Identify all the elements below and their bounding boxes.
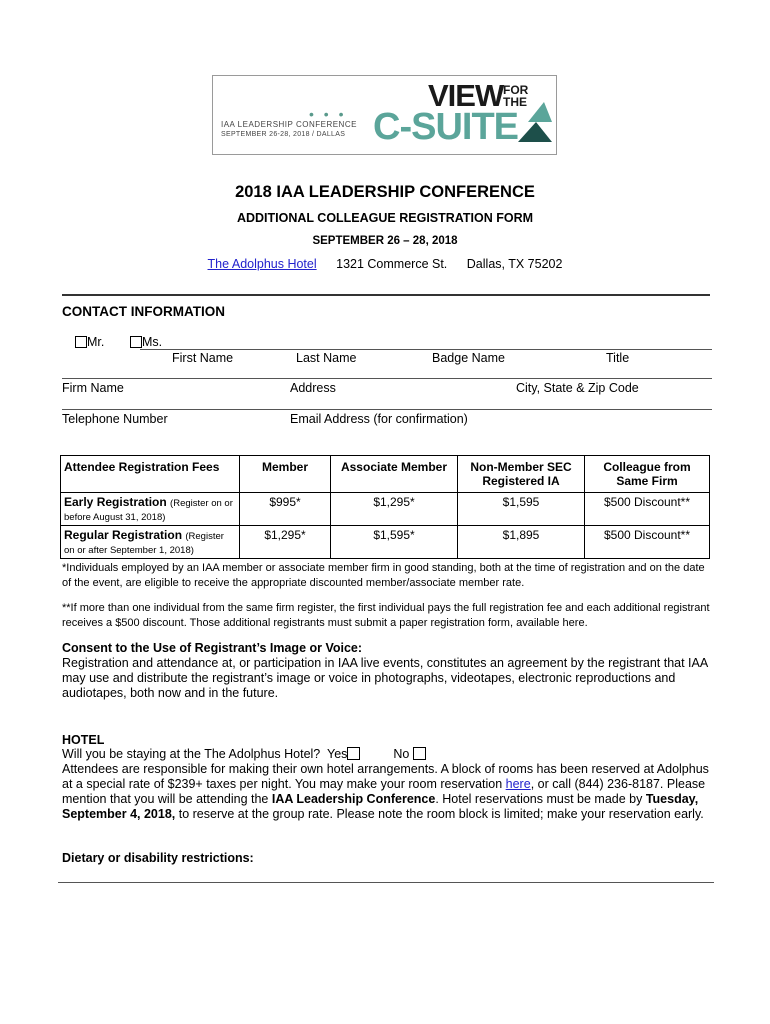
city-state-zip-label: City, State & Zip Code [516,381,639,395]
banner-line1: IAA LEADERSHIP CONFERENCE [221,120,357,129]
fee-cell: $1,295* [331,493,458,526]
fee-cell: $500 Discount** [585,526,710,559]
firm-line[interactable] [62,378,712,379]
fees-row-early [61,493,710,526]
fee-cell: $1,295* [240,526,331,559]
title-label: Title [606,351,630,365]
fee-cell: $500 Discount** [585,493,710,526]
hotel-text [62,762,710,822]
section-divider [62,294,710,296]
early-registration-label [61,493,240,526]
consent-text: Registration and attendance at, or participation in IAA live events, constitutes an agreement by the registrant that IAA may use and distribute the registrant’s image or voice in photographs, videotapes, electronic reproductions and audiotapes, both now and in the future. [62,656,708,700]
hotel-text-d: to reserve at the group rate. Please note the room block is limited; make your reservation early. [175,807,704,821]
fees-header-cell: Non-Member SEC Registered IA [458,456,585,493]
firm-name-label: Firm Name [62,381,124,395]
hotel-question-line [62,747,710,762]
hotel-reservation-link[interactable]: here [505,777,531,791]
fee-cell: $1,595* [331,526,458,559]
ms-label: Ms. [142,335,163,349]
mr-option[interactable] [75,335,104,349]
address-label: Address [290,381,336,395]
regular-label: Regular Registration [64,528,183,542]
ms-checkbox[interactable] [130,336,142,348]
hotel-no-label: No [393,747,410,761]
venue-link[interactable]: The Adolphus Hotel [207,257,317,271]
logo-forthe: FOR THE [503,83,529,109]
telephone-label: Telephone Number [62,412,168,426]
banner-dots: • • • [309,106,347,122]
first-name-label: First Name [172,351,234,365]
phone-line[interactable] [62,409,712,410]
member-rate-note: *Individuals employed by an IAA member or associate member firm in good standing, both at the time of registration and on the date of the event, are eligible to receive the appropriate discounted member/associate member rate. [62,562,705,589]
email-label: Email Address (for confirmation) [290,412,468,426]
hotel-deadline: Tuesday, September 4, 2018, [62,792,699,821]
hotel-conference-name: IAA Leadership Conference [271,792,436,806]
hotel-title: HOTEL [62,733,105,747]
hotel-question: Will you be staying at the The Adolphus Hotel? [62,747,321,761]
conference-dates: SEPTEMBER 26 – 28, 2018 [312,235,458,247]
mr-label: Mr. [87,335,105,349]
early-note: (Register on or before August 31, 2018) [64,498,233,523]
dietary-input-line[interactable] [58,882,714,883]
hotel-text-c: . Hotel reservations must be made by [435,792,646,806]
last-name-label: Last Name [296,351,357,365]
regular-note: (Register on or after September 1, 2018) [64,531,224,556]
early-label: Early Registration [64,495,167,509]
hotel-no-checkbox[interactable] [413,747,426,760]
venue-street: 1321 Commerce St. [336,257,448,271]
registration-fees-table [60,455,710,559]
venue-city: Dallas, TX 75202 [466,257,563,271]
name-line[interactable] [140,349,712,350]
logo-view: VIEW [428,78,504,113]
fees-header-cell: Member [240,456,331,493]
banner-line2: SEPTEMBER 26-28, 2018 / DALLAS [221,131,346,138]
fees-header-row [61,456,710,493]
hotel-text-a: Attendees are responsible for making their own hotel arrangements. A block of rooms has been reserved at Adolphus at a special rate of $239+ taxes per night. You may make your room reservation [62,762,709,791]
conference-banner-logo [212,75,557,155]
badge-name-label: Badge Name [432,351,505,365]
mr-checkbox[interactable] [75,336,87,348]
hotel-yes-checkbox[interactable] [347,747,360,760]
fees-header-cell: Associate Member [331,456,458,493]
regular-registration-label [61,526,240,559]
ms-option[interactable] [130,335,162,349]
hotel-text-b: , or call (844) 236-8187. Please mention that you will be attending the [62,777,706,806]
page-title: 2018 IAA LEADERSHIP CONFERENCE [235,183,535,201]
fee-cell: $995* [240,493,331,526]
dietary-title: Dietary or disability restrictions: [62,851,254,865]
fees-header-cell: Attendee Registration Fees [61,456,240,493]
colleague-discount-note: **If more than one individual from the same firm register, the first individual pays the full registration fee and each additional registrant receives a $500 discount. Those additional registrants must submit a paper registration form, available here. [62,602,710,629]
fees-header-cell: Colleague from Same Firm [585,456,710,493]
hotel-yes-label: Yes [327,747,348,761]
contact-section-title: CONTACT INFORMATION [62,304,225,319]
venue-line [0,257,770,271]
consent-title: Consent to the Use of Registrant’s Image or Voice: [62,641,363,655]
fees-row-regular [61,526,710,559]
form-subtitle: ADDITIONAL COLLEAGUE REGISTRATION FORM [236,211,534,225]
fee-cell: $1,895 [458,526,585,559]
logo-shapes-icon [518,102,552,142]
fee-cell: $1,595 [458,493,585,526]
logo-suite: C-SUITE [373,106,518,148]
